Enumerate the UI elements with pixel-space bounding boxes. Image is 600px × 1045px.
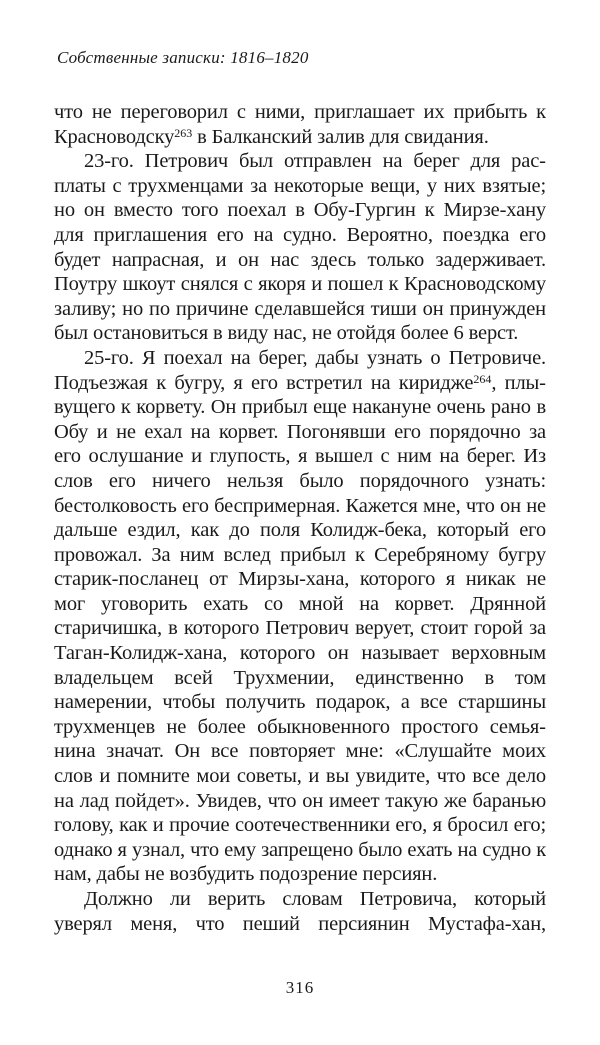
footnote-ref-264: 264 — [473, 371, 492, 386]
paragraph — [54, 149, 546, 346]
paragraph-text: 23-го. Петрович был отправлен на берег для расплаты с трухменцами за некоторые вещи, у них взятые; но он вместо того поехал в Обу-Гургин к Мирзе-хану для приглашения его на судно. Вероятно, поездка его будет напрасная, и он нас здесь только задерживает. Поутру шкоут снялся с якоря и пошел к Красноводскому заливу; но по причине сделавшейся тиши он принужден был остановиться в виду нас, не отойдя более 6 верст. — [54, 150, 546, 345]
footnote-ref-263: 263 — [174, 125, 193, 140]
paragraph — [54, 100, 546, 149]
paragraph — [54, 887, 546, 936]
paragraph-text: в Балканский залив для свидания. — [192, 125, 489, 148]
paragraph-text: что не переговорил с ними, приглашает их прибыть к Красноводску — [54, 101, 546, 148]
body-text — [54, 100, 546, 970]
paragraph-text: 25-го. Я поехал на берег, дабы узнать о Петровиче. Подъезжая к бугру, я его встретил на киридже — [54, 346, 546, 394]
running-header: Собственные записки: 1816–1820 — [57, 48, 309, 67]
paragraph-text: Должно ли верить словам Петровича, который уверял меня, что пеший персиянин Мустафа-хан, — [54, 888, 546, 935]
paragraph — [54, 346, 546, 887]
page-number: 316 — [285, 978, 315, 997]
paragraph-text: , плывущего к корвету. Он прибыл еще накануне очень рано в Обу и не ехал на корвет. Погонявши его порядочно за его ослушание и глупость, я вышел с ним на берег. Из слов его ничего нельзя было порядочного узнать: бестолковость его беспримерная. Кажется мне, что он не дальше ездил, как до поля Колидж-бека, который его провожал. За ним вслед прибыл к Серебряному бугру старик-посланец от Мирзы-хана, которого я никак не мог уговорить ехать со мной на корвет. Дрянной старичишка, в которого Петрович верует, стоит горой за Таган-Колидж-хана, которого он называет верховным владельцем всей Трухмении, единственно в том намерении, чтобы получить подарок, а все старшины трухменцев не более обыкновенного простого семьянина значат. Он все повторяет мне: «Слушайте моих слов и помните мои советы, и вы увидите, что все дело на лад пойдет». Увидев, что он имеет такую же баранью голову, как и прочие соотечественники его, я бросил его; однако я узнал, что ему запрещено было ехать на судно к нам, дабы не возбудить подозрение персиян. — [54, 371, 546, 886]
